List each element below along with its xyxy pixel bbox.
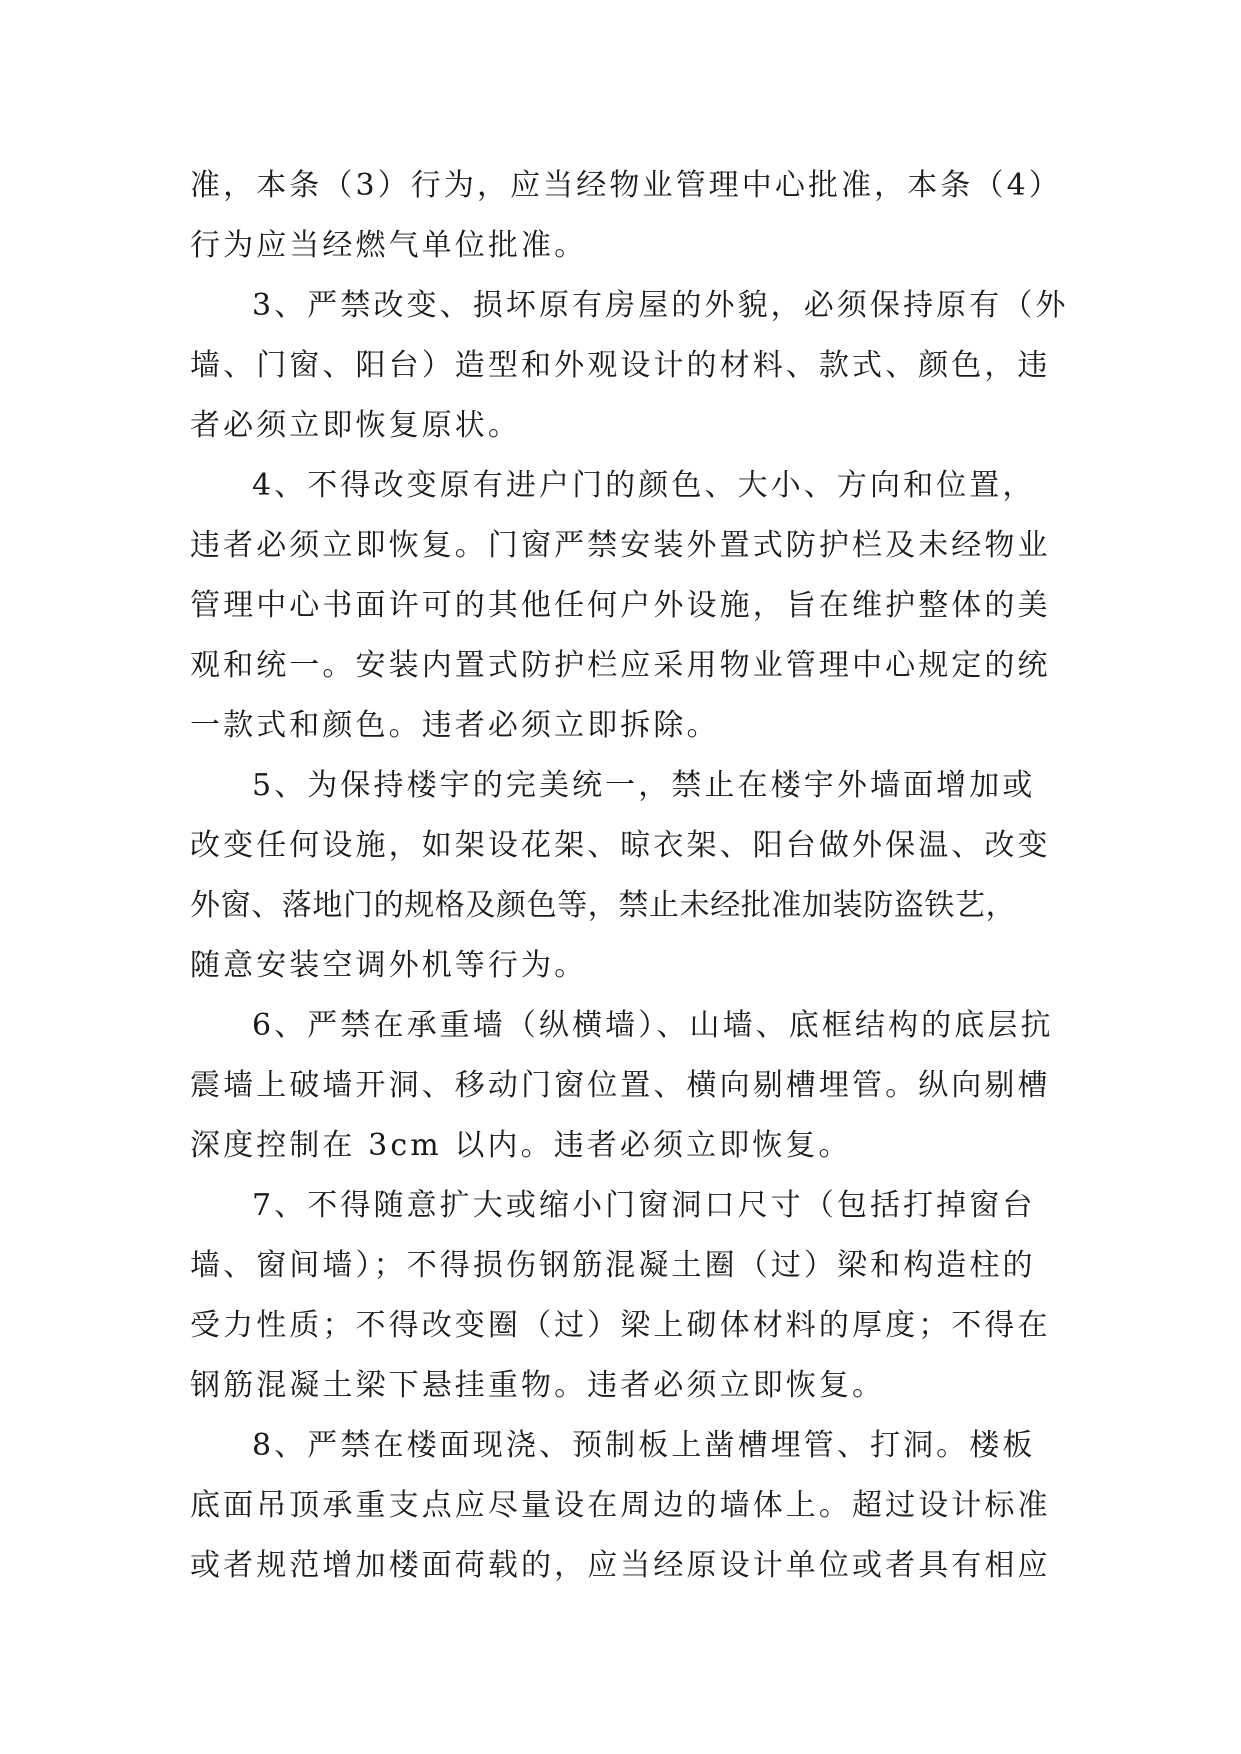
paragraph-8-start: 8、严禁在楼面现浇、预制板上凿槽埋管、打洞。楼板 bbox=[252, 1428, 1036, 1463]
text-line: 墙、门窗、阳台）造型和外观设计的材料、款式、颜色，违 bbox=[190, 348, 1051, 383]
text-line: 受力性质；不得改变圈（过）梁上砌体材料的厚度；不得在 bbox=[190, 1308, 1051, 1343]
text-line: 一款式和颜色。违者必须立即拆除。 bbox=[190, 708, 720, 743]
text-line: 随意安装空调外机等行为。 bbox=[190, 948, 588, 983]
text-line: 墙、窗间墙）；不得损伤钢筋混凝土圈（过）梁和构造柱的 bbox=[190, 1248, 1036, 1283]
paragraph-4-start: 4、不得改变原有进户门的颜色、大小、方向和位置， bbox=[252, 468, 1036, 503]
text-line: 行为应当经燃气单位批准。 bbox=[190, 228, 588, 263]
text-line: 底面吊顶承重支点应尽量设在周边的墙体上。超过设计标准 bbox=[190, 1488, 1051, 1523]
text-line: 外窗、落地门的规格及颜色等，禁止未经批准加装防盗铁艺， bbox=[190, 888, 1017, 923]
paragraph-6-start: 6、严禁在承重墙（纵横墙）、山墙、底框结构的底层抗 bbox=[252, 1008, 1054, 1043]
paragraph-7-start: 7、不得随意扩大或缩小门窗洞口尺寸（包括打掉窗台 bbox=[252, 1188, 1036, 1223]
document-page bbox=[190, 156, 1069, 1596]
paragraph-3-start: 3、严禁改变、损坏原有房屋的外貌，必须保持原有（外 bbox=[252, 288, 1069, 323]
text-line: 钢筋混凝土梁下悬挂重物。违者必须立即恢复。 bbox=[190, 1368, 886, 1403]
text-line: 改变任何设施，如架设花架、晾衣架、阳台做外保温、改变 bbox=[190, 828, 1051, 863]
text-line: 或者规范增加楼面荷载的，应当经原设计单位或者具有相应 bbox=[190, 1548, 1051, 1583]
text-line: 观和统一。安装内置式防护栏应采用物业管理中心规定的统 bbox=[190, 648, 1051, 683]
text-line: 管理中心书面许可的其他任何户外设施，旨在维护整体的美 bbox=[190, 588, 1051, 623]
text-line: 震墙上破墙开洞、移动门窗位置、横向剔槽埋管。纵向剔槽 bbox=[190, 1068, 1051, 1103]
paragraph-5-start: 5、为保持楼宇的完美统一，禁止在楼宇外墙面增加或 bbox=[252, 768, 1036, 803]
text-line: 深度控制在 3cm 以内。违者必须立即恢复。 bbox=[190, 1128, 852, 1163]
text-line: 准，本条（3）行为，应当经物业管理中心批准，本条（4） bbox=[190, 168, 1062, 203]
text-line: 者必须立即恢复原状。 bbox=[190, 408, 521, 443]
text-line: 违者必须立即恢复。门窗严禁安装外置式防护栏及未经物业 bbox=[190, 528, 1051, 563]
